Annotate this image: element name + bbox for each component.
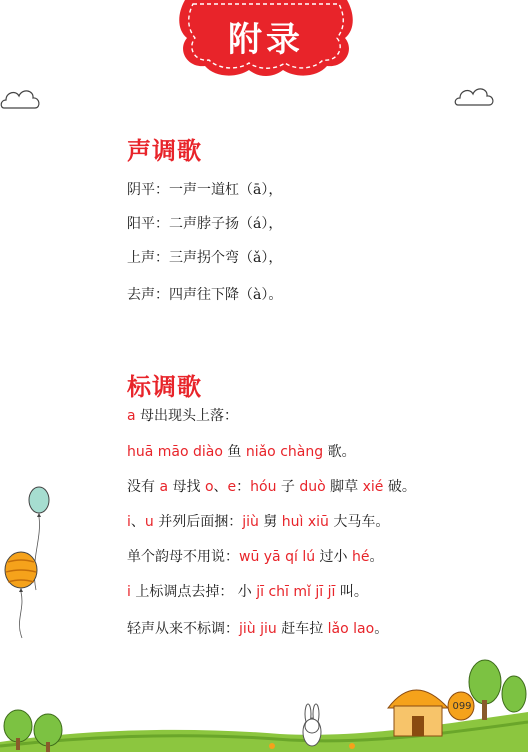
pinyin-text: huā māo diào (127, 444, 223, 460)
hanzi-text: 、 (130, 514, 145, 530)
hanzi-text: 子 (276, 479, 300, 495)
hanzi-text: 鱼 (222, 444, 246, 460)
hanzi-text: 脚草 (325, 479, 363, 495)
pinyin-text: lǎo lao (327, 621, 375, 637)
hanzi-text: 轻声从来不标调： (127, 621, 239, 637)
hanzi-text: 、 (213, 479, 228, 495)
hanzi-text: 并列后面捆： (153, 514, 243, 530)
hanzi-text: 。 (374, 621, 389, 637)
pinyin-text: xié (362, 479, 384, 495)
tone-line: 去声：四声往下降（à）。 (127, 287, 283, 303)
pinyin-text: duò (299, 479, 326, 495)
hanzi-text: 赶车拉 (276, 621, 328, 637)
pinyin-text: hóu (250, 479, 277, 495)
rhyme-line (127, 582, 368, 602)
pinyin-text: wū yā qí lú (239, 549, 316, 565)
balloons-illustration (0, 480, 60, 640)
hanzi-text: 舅 (258, 514, 282, 530)
pinyin-text: huì xiū (281, 514, 329, 530)
page-number: 099 (452, 701, 472, 712)
rhyme-line (127, 547, 383, 567)
hanzi-text: 母出现头上落： (135, 408, 239, 424)
hanzi-text: 单个韵母不用说： (127, 549, 239, 565)
hanzi-text: 过小 (315, 549, 352, 565)
section-heading-tones: 声调歌 (127, 136, 202, 165)
pinyin-text: o (204, 479, 214, 495)
rhyme-line (127, 477, 416, 497)
hanzi-text: ： (236, 479, 251, 495)
pinyin-text: hé (351, 549, 370, 565)
pinyin-text: i (127, 514, 131, 530)
rhyme-line (127, 442, 356, 462)
rhyme-line (127, 406, 238, 426)
tone-line: 阳平：二声脖子扬（á）， (127, 216, 283, 232)
hanzi-text: 破。 (383, 479, 416, 495)
pinyin-text: a (127, 408, 136, 424)
hanzi-text: 上标调点去掉： 小 (130, 584, 257, 600)
pinyin-text: i (127, 584, 131, 600)
rhyme-line (127, 619, 388, 639)
rhyme-line (127, 512, 389, 532)
pinyin-text: niǎo chàng (245, 444, 324, 460)
hanzi-text: 歌。 (323, 444, 356, 460)
hanzi-text: 母找 (168, 479, 205, 495)
pinyin-text: jiù (242, 514, 259, 530)
cloud-icon (454, 84, 496, 110)
page-title: 附录 (228, 20, 304, 60)
hanzi-text: 叫。 (335, 584, 368, 600)
section-heading-marking: 标调歌 (127, 372, 202, 401)
pinyin-text: a (159, 479, 169, 495)
cloud-icon (0, 84, 42, 114)
hanzi-text: 。 (369, 549, 384, 565)
tone-line: 阴平：一声一道杠（ā）， (127, 182, 283, 198)
hanzi-text: 没有 (127, 479, 160, 495)
pinyin-text: e (227, 479, 237, 495)
tone-line: 上声：三声拐个弯（ǎ）， (127, 250, 283, 266)
pinyin-text: jiù jiu (239, 621, 277, 637)
pinyin-text: u (144, 514, 154, 530)
hanzi-text: 大马车。 (328, 514, 390, 530)
pinyin-text: jī chī mǐ jī jī (256, 584, 336, 600)
